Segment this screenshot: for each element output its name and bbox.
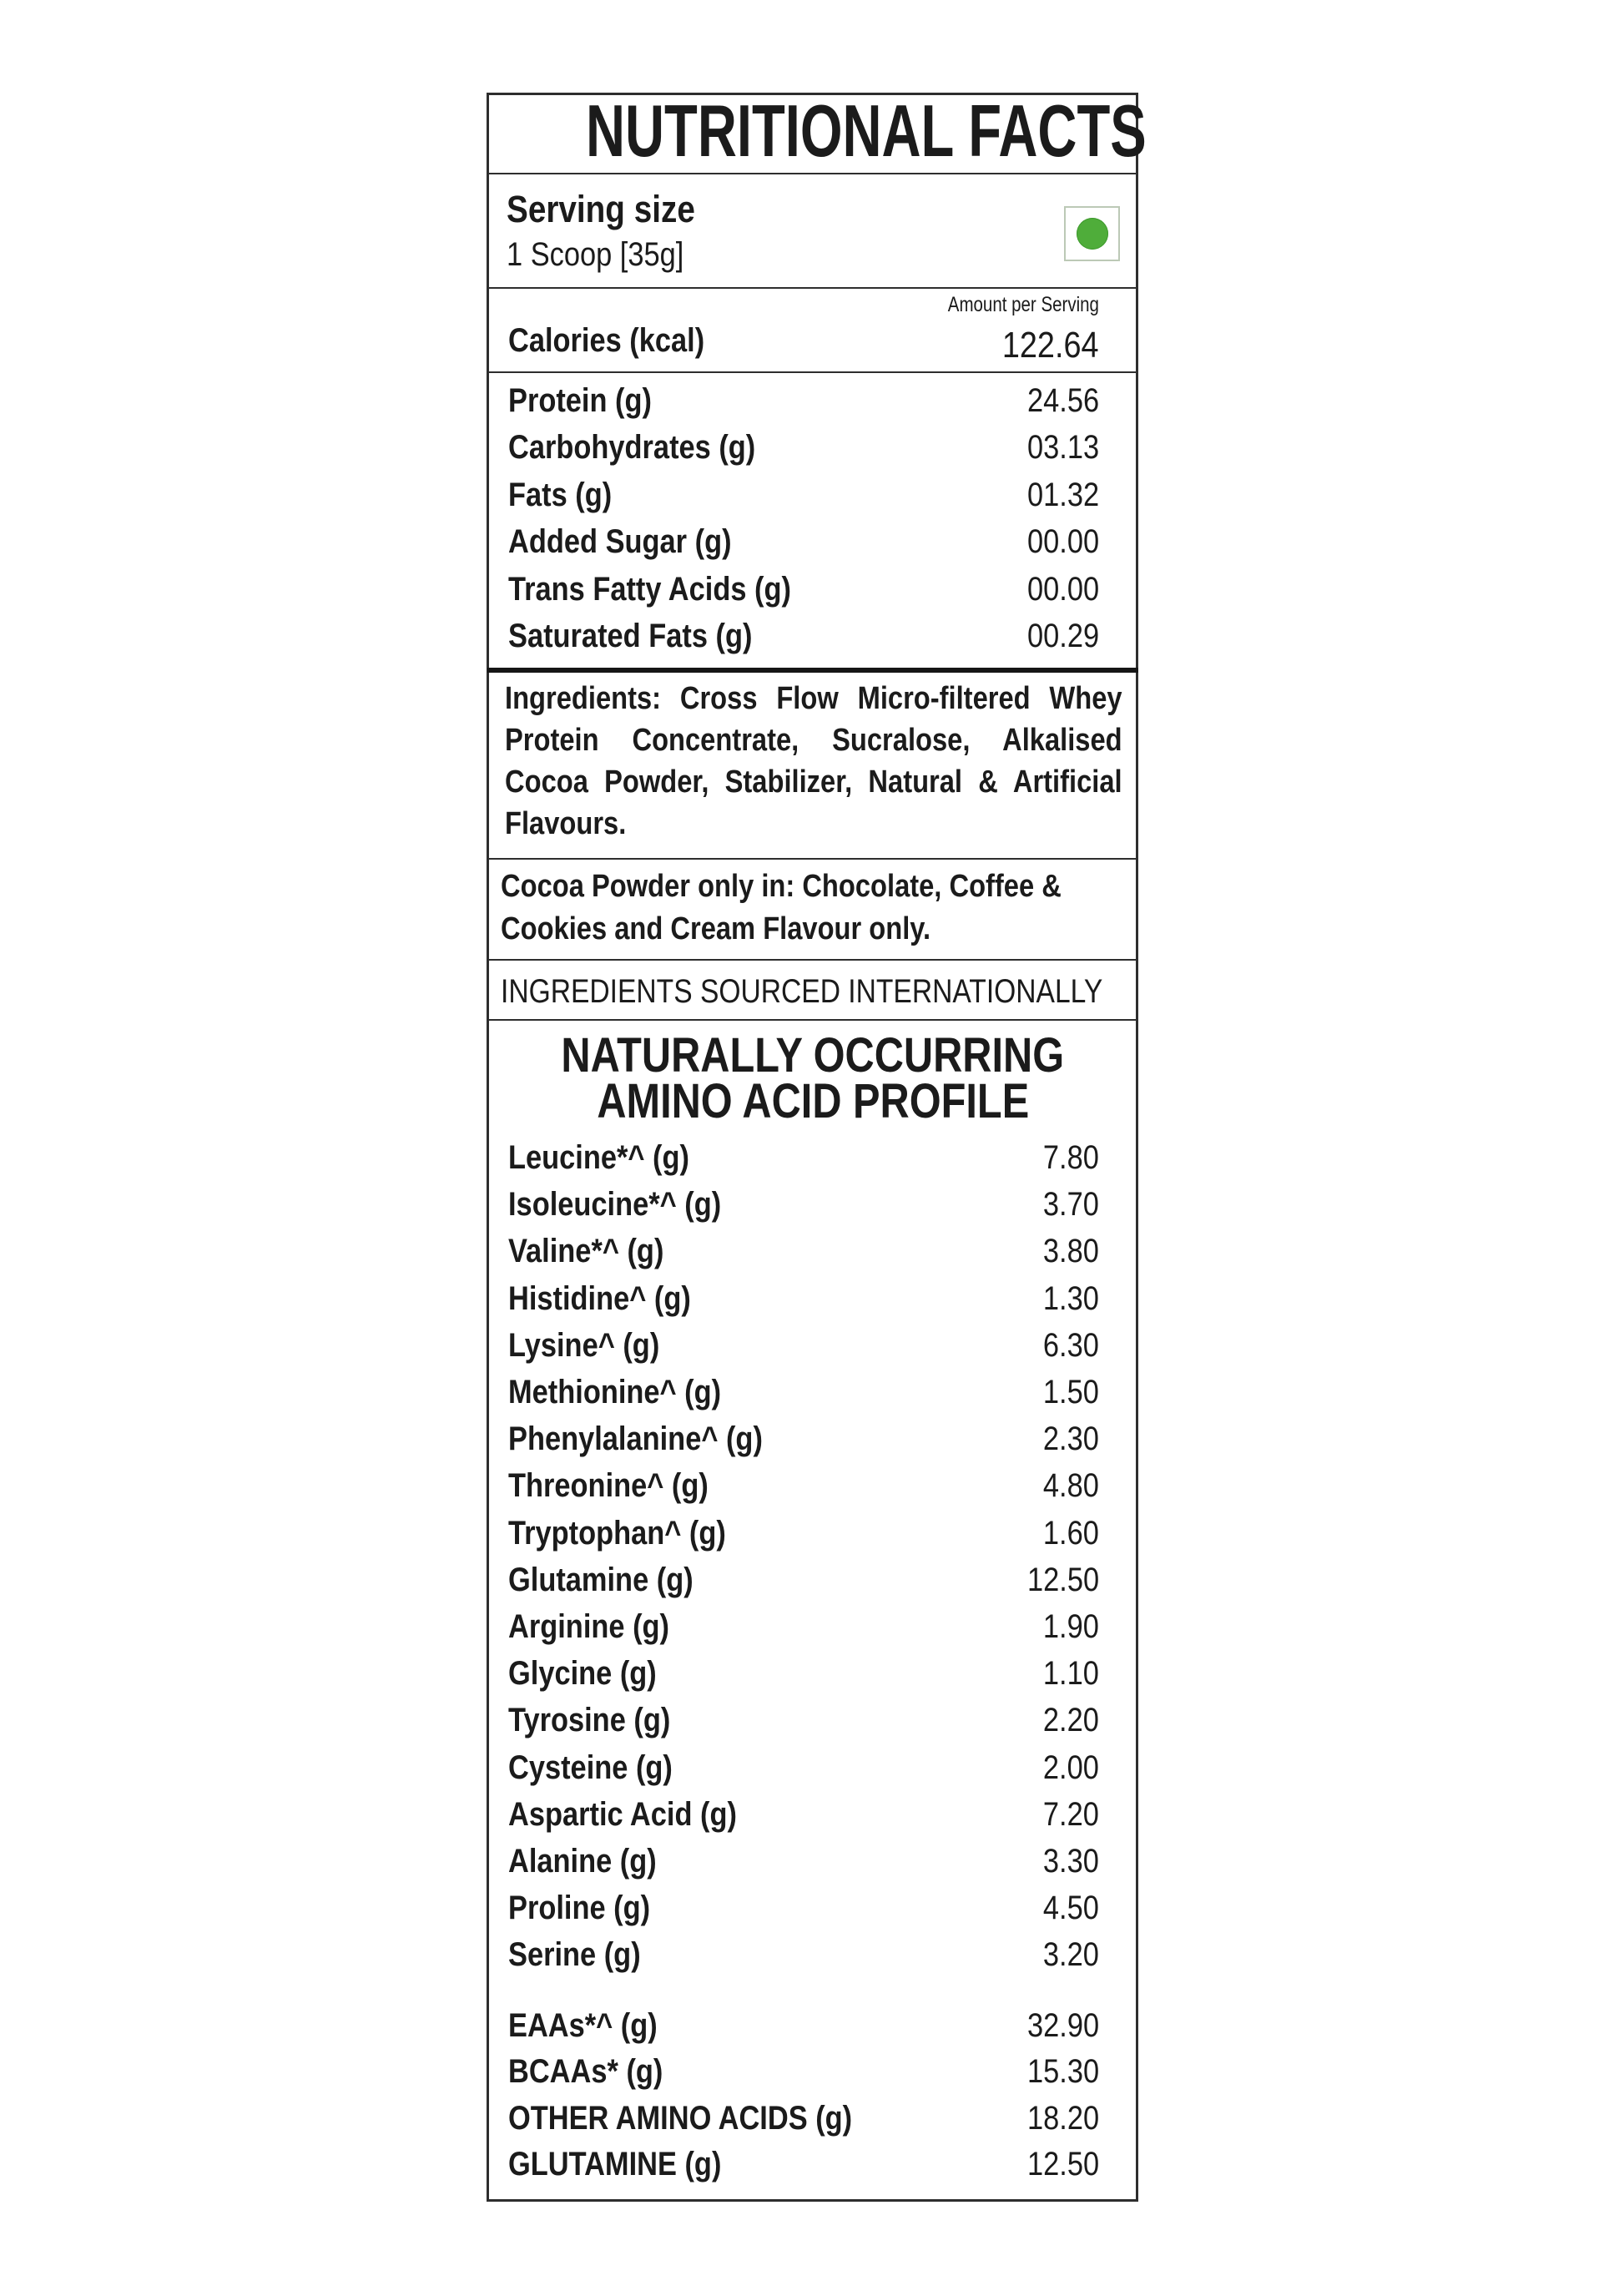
- amino-acid-row-value-text: 4.80: [1043, 1467, 1099, 1504]
- amount-per-serving-header: [915, 295, 1099, 315]
- amino-acid-row-value-text: 7.80: [1043, 1139, 1099, 1176]
- veg-dot-icon: [1077, 218, 1108, 250]
- amino-acid-row-label-text: Proline (g): [508, 1890, 651, 1926]
- sourced-note-text: INGREDIENTS SOURCED INTERNATIONALLY: [501, 973, 1103, 1010]
- amino-acid-row-label: [508, 1282, 720, 1315]
- amino-acid-row-label: [508, 1891, 673, 1925]
- amino-acid-row-value: [1034, 1375, 1099, 1409]
- amino-total-row-value-text: 32.90: [1026, 2007, 1099, 2044]
- serving-size-value-text: 1 Scoop [35g]: [507, 236, 684, 273]
- nutrient-row-label-text: Carbohydrates (g): [508, 429, 756, 466]
- amino-acid-row-value: [1034, 1798, 1099, 1831]
- amino-acid-row-label: [508, 1234, 689, 1268]
- amino-acid-row-value-text: 1.30: [1043, 1280, 1099, 1317]
- page-title: [487, 89, 1147, 172]
- amino-acid-row-value: [1034, 1657, 1099, 1690]
- amino-acid-row-label: [508, 1657, 681, 1690]
- nutrient-row-value-text: 01.32: [1026, 477, 1099, 513]
- divider: [487, 287, 1138, 289]
- amino-acid-row-label: [508, 1469, 741, 1502]
- amino-total-row-value: [1016, 2009, 1099, 2042]
- page-title-text: NUTRITIONAL FACTS: [585, 89, 1147, 172]
- divider: [487, 173, 1138, 174]
- calories-label-text: Calories (kcal): [508, 322, 705, 359]
- amino-acid-row-value-text: 3.30: [1043, 1843, 1099, 1880]
- amino-acid-row-value-text: 4.50: [1043, 1890, 1099, 1926]
- divider: [487, 1019, 1138, 1021]
- nutrient-row-value: [1016, 478, 1099, 512]
- amino-acid-row-value-text: 3.70: [1043, 1186, 1099, 1223]
- nutrient-row-label: [508, 431, 796, 464]
- amino-total-row-value: [1016, 2147, 1099, 2181]
- amino-acid-row-value: [1034, 1751, 1099, 1784]
- cocoa-note: Cocoa Powder only in: Chocolate, Coffee & Cookies and Cream Flavour only.: [501, 869, 1062, 946]
- amino-acid-row-value: [1034, 1844, 1099, 1878]
- amino-acid-row-value: [1034, 1329, 1099, 1362]
- amino-total-row-label: [508, 2102, 908, 2135]
- amino-total-row-label: [508, 2147, 756, 2181]
- amino-acid-row-value-text: 3.80: [1043, 1233, 1099, 1269]
- amino-acid-row-value: [1034, 1188, 1099, 1221]
- amino-acid-row-label: [508, 1516, 761, 1550]
- amino-acid-row-label-text: Isoleucine*^ (g): [508, 1186, 722, 1223]
- serving-size-value: [507, 238, 713, 271]
- amino-acid-row-label: [508, 1938, 662, 1971]
- nutrient-row-value: [1016, 431, 1099, 464]
- amino-acid-row-value: [1034, 1422, 1099, 1456]
- amino-acid-row-label: [508, 1798, 774, 1831]
- amino-acid-row-value: [1034, 1891, 1099, 1925]
- amino-acid-row-value-text: 3.20: [1043, 1936, 1099, 1973]
- divider: [487, 858, 1138, 860]
- amino-acid-row-label: [508, 1751, 699, 1784]
- amino-acid-row-label: [508, 1703, 697, 1737]
- nutrient-row-value-text: 00.00: [1026, 523, 1099, 560]
- amino-acid-row-label: [508, 1610, 695, 1643]
- amino-acid-row-value: [1034, 1938, 1099, 1971]
- amino-acid-row-label-text: Leucine*^ (g): [508, 1139, 689, 1176]
- nutrient-row-value-text: 03.13: [1026, 429, 1099, 466]
- amino-total-row-value-text: 12.50: [1026, 2146, 1099, 2182]
- amino-acid-row-label-text: Valine*^ (g): [508, 1233, 664, 1269]
- amount-per-serving-text: Amount per Serving: [947, 293, 1099, 316]
- nutrient-row-value-text: 24.56: [1026, 382, 1099, 419]
- amino-acid-row-label-text: Tyrosine (g): [508, 1702, 671, 1738]
- amino-total-row-label: [508, 2009, 682, 2042]
- calories-label: [508, 324, 736, 357]
- amino-acid-row-label: [508, 1844, 681, 1878]
- calories-value-text: 122.64: [1002, 325, 1099, 366]
- amino-acid-row-label-text: Phenylalanine^ (g): [508, 1420, 763, 1457]
- amino-acid-row-label: [508, 1329, 684, 1362]
- amino-total-row-value: [1016, 2102, 1099, 2135]
- amino-acid-row-value-text: 6.30: [1043, 1327, 1099, 1364]
- amino-acid-row-value-text: 2.20: [1043, 1702, 1099, 1738]
- amino-total-row-label-text: BCAAs* (g): [508, 2053, 663, 2090]
- nutrient-row-value-text: 00.00: [1026, 571, 1099, 608]
- amino-acid-row-label-text: Arginine (g): [508, 1608, 670, 1645]
- amino-acid-row-value: [1034, 1469, 1099, 1502]
- amino-acid-row-value: [1034, 1282, 1099, 1315]
- amino-acid-row-label-text: Threonine^ (g): [508, 1467, 709, 1504]
- nutrient-row-label-text: Trans Fatty Acids (g): [508, 571, 791, 608]
- amino-acid-row-label-text: Glycine (g): [508, 1655, 657, 1692]
- amino-heading-line-2: [487, 1074, 1138, 1128]
- amino-acid-row-value-text: 1.10: [1043, 1655, 1099, 1692]
- amino-acid-row-value-text: 2.30: [1043, 1420, 1099, 1457]
- amino-acid-row-value-text: 1.90: [1043, 1608, 1099, 1645]
- veg-symbol-icon: [1064, 206, 1120, 261]
- nutrient-row-label: [508, 573, 837, 606]
- amino-acid-row-value: [1034, 1141, 1099, 1174]
- amino-heading-line-1-text: NATURALLY OCCURRING: [561, 1028, 1065, 1082]
- amino-acid-row-value-text: 1.50: [1043, 1374, 1099, 1410]
- nutrient-row-value: [1016, 573, 1099, 606]
- nutrient-row-label: [508, 525, 768, 558]
- amino-acid-row-label-text: Serine (g): [508, 1936, 641, 1973]
- amino-heading-line-2-text: AMINO ACID PROFILE: [597, 1074, 1029, 1128]
- amino-acid-row-label: [508, 1563, 724, 1597]
- ingredients-text: Ingredients: Cross Flow Micro-filtered Whey Protein Concentrate, Sucralose, Alkalised Cocoa Powder, Stabilizer, Natural & Artificial Flavours.: [505, 681, 1122, 841]
- nutrient-row-label: [508, 478, 628, 512]
- amino-acid-row-value-text: 2.00: [1043, 1749, 1099, 1786]
- amino-heading-line-1: [487, 1028, 1138, 1082]
- nutrient-row-value: [1016, 384, 1099, 417]
- amino-acid-row-value: [1034, 1610, 1099, 1643]
- divider: [487, 959, 1138, 961]
- nutrient-row-value-text: 00.29: [1026, 618, 1099, 654]
- nutrient-row-label-text: Saturated Fats (g): [508, 618, 753, 654]
- amino-acid-row-value-text: 1.60: [1043, 1515, 1099, 1552]
- amino-total-row-value-text: 18.20: [1026, 2100, 1099, 2137]
- amino-acid-row-label-text: Alanine (g): [508, 1843, 657, 1880]
- amino-acid-row-value: [1034, 1516, 1099, 1550]
- amino-total-row-label-text: GLUTAMINE (g): [508, 2146, 722, 2182]
- amino-acid-row-value-text: 12.50: [1026, 1562, 1099, 1598]
- nutrient-row-label-text: Protein (g): [508, 382, 652, 419]
- amino-acid-row-value: [1034, 1703, 1099, 1737]
- amino-total-row-value: [1016, 2055, 1099, 2088]
- amino-total-row-label-text: OTHER AMINO ACIDS (g): [508, 2100, 853, 2137]
- thick-divider: [487, 668, 1138, 673]
- amino-total-row-label: [508, 2055, 688, 2088]
- amino-acid-row-value: [1034, 1234, 1099, 1268]
- amino-acid-row-label-text: Aspartic Acid (g): [508, 1796, 737, 1833]
- amino-acid-row-label-text: Methionine^ (g): [508, 1374, 722, 1410]
- divider: [487, 371, 1138, 373]
- amino-total-row-label-text: EAAs*^ (g): [508, 2007, 658, 2044]
- amino-acid-row-label-text: Histidine^ (g): [508, 1280, 691, 1317]
- amino-acid-row-label-text: Lysine^ (g): [508, 1327, 660, 1364]
- amino-acid-row-value-text: 7.20: [1043, 1796, 1099, 1833]
- calories-value: [986, 327, 1099, 364]
- serving-size-label-text: Serving size: [507, 188, 695, 230]
- amino-profile-heading: [487, 1028, 1138, 1128]
- nutrient-row-label-text: Added Sugar (g): [508, 523, 732, 560]
- amino-total-row-value-text: 15.30: [1026, 2053, 1099, 2090]
- serving-size-label: [507, 190, 726, 228]
- nutrient-row-value: [1016, 525, 1099, 558]
- nutrient-row-label-text: Fats (g): [508, 477, 613, 513]
- amino-acid-row-label: [508, 1375, 756, 1409]
- amino-acid-row-label-text: Glutamine (g): [508, 1562, 693, 1598]
- amino-acid-row-label-text: Tryptophan^ (g): [508, 1515, 726, 1552]
- nutrient-row-value: [1016, 619, 1099, 653]
- nutrient-row-label: [508, 619, 792, 653]
- nutrient-row-label: [508, 384, 675, 417]
- amino-acid-row-label: [508, 1422, 804, 1456]
- amino-acid-row-label: [508, 1188, 756, 1221]
- amino-acid-row-label-text: Cysteine (g): [508, 1749, 673, 1786]
- sourced-note: [501, 975, 1218, 1008]
- amino-acid-row-value: [1016, 1563, 1099, 1597]
- amino-acid-row-label: [508, 1141, 719, 1174]
